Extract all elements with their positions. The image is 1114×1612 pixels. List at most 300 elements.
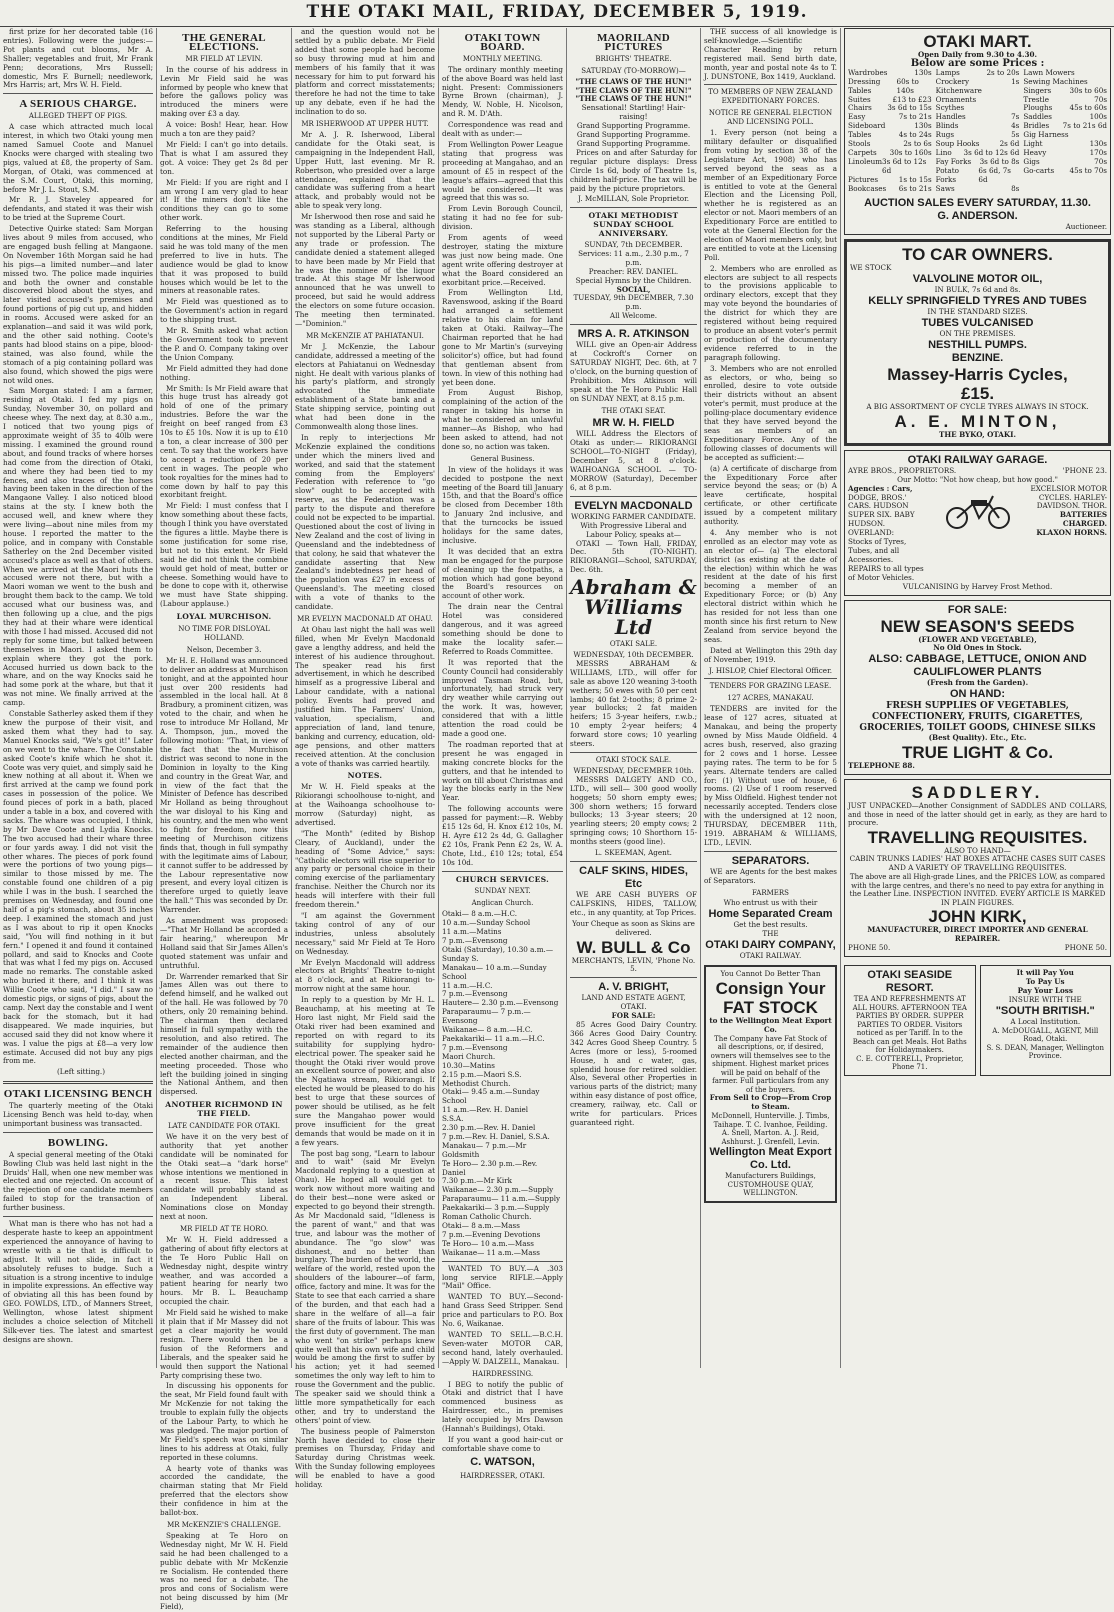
car-owners-ad xyxy=(844,239,1111,445)
article-text: The quarterly meeting of the Otaki Licensing Bench was held to-day, when unimportant business was transacted. xyxy=(3,1101,153,1128)
price-item: Trestle xyxy=(1023,94,1049,104)
price-item: Handles xyxy=(935,112,966,122)
price-item: Lino xyxy=(935,147,952,157)
subheadline: NOTES. xyxy=(347,771,383,781)
notice-text: (a) A certificate of discharge from the Expeditionary Force after service beyond the seas; or (b) A leave certificate, hospital certificate, or other certificate issued by a competent military authority. xyxy=(704,463,837,527)
article-text: What man is there who has not had a desperate haste to keep an appointment experienced the annoyance of having to wrestle with a tie that is difficult to adjust. It will not slide, in fact it absolutely refuses to budge. Such a situation is a strong incentive to indulge in impolite expressions. An effective way of obviating all this has been found by GEO. FOWLDS, LTD., of Manners Street, Wellington, whose latest shipment includes a choice selection of Mitchell Silk-ever ties. The latest and smartest designs are shown. xyxy=(3,1219,153,1344)
ad-line: AYRE BROS., PROPRIETORS. xyxy=(848,465,957,475)
ad-line: Manufacturers Buildings, CUSTOMHOUSE QUAY, WELLINGTON. xyxy=(725,1172,816,1198)
mart-heading: OTAKI MART. xyxy=(923,32,1032,51)
ad-line: KELLY SPRINGFIELD TYRES AND TUBES xyxy=(868,295,1087,308)
church-service-line: Manakau— 7 p.m.—Mr Goldsmith xyxy=(442,1140,527,1159)
article-text: Mr Evelyn Macdonald will address electors at Brights' Theatre to-night at 8 o'clock, and at Rikiorangi to-morrow night at the same hour. xyxy=(295,957,435,994)
article-text: In reply to a question by Mr H. L. Beauchamp, at his meeting at Te Horo last night, Mr Field said the Otaki river had been examined and reported on with regard to its suitability for supplying hydro-electrical power. The speaker said he thought the Otaki river would prove an excellent source of power, and also the Ngatiawa stream, Rikiorangi. If elected he would be pleased to do his best to urge that these sources of power should be utilised, as he felt sure the Mangahao power would prove insufficient for the great demands that would be made on it in a few years. xyxy=(295,995,435,1147)
divider xyxy=(3,1216,153,1217)
church-service-line: 7 p.m.—Evensong xyxy=(442,936,508,945)
price-item: Potato Forks xyxy=(935,165,959,184)
church-service-line: 11 a.m.—Rev. H. Daniel xyxy=(442,1105,529,1115)
south-british-name: "SOUTH BRITISH." xyxy=(995,1004,1095,1017)
price-row xyxy=(848,78,932,96)
ad-line: FOR SALE: xyxy=(947,603,1008,616)
divider xyxy=(570,977,697,978)
ad-line: C. E. COTTERELL, Proprietor, Phone 71. xyxy=(856,1054,964,1071)
article-text: Sam Morgan stated: I am a farmer, residing at Otaki. I fed my pigs on Sunday, November 30, on pollard and cheese whey. The next day, at 8.30 a.m., I noticed that two young pigs of approximate weight of 35 to 40lb were missing. I examined the ground round about, and found tracks of where horses had come from the direction of Otaki, and where they had been tied to my fences, and also traces of the horses having been taken in the direction of the Mangaone Valley. I also noticed blood stains at the sty. I knew both the accused well, and knew where they were living—about nine miles from my house. I reported the matter to the police, and in company with Constable Satherley on the 2nd December visited accused's place as well as that of others. When we arrived at the Maori huts the accused were not there, but with a Maori woman we went to the bush and brought them back to the camp. We told accused what our business was, and then following up a clue, and the pigs they had at their whare were identical with those I had missed. Accused did not reply for some time, but talked between themselves in Maori. I asked them to explain where they got the pork. Accused hurried us down back to the whare, and on the way Knocks said he had some pork at the whare, but that it was not mine. We finally arrived at the camp. xyxy=(3,386,153,708)
ad-line: ALSO: CABBAGE, LETTUCE, ONION AND CAULIFLOWER PLANTS xyxy=(868,653,1087,679)
ad-line: Preacher: REV. DANIEL. xyxy=(588,266,679,276)
ad-line: ON HAND: xyxy=(950,688,1005,701)
price-item: Lamps xyxy=(935,67,960,77)
price-item: Soup Hooks xyxy=(935,139,980,149)
ad-line: TELEPHONE 88. xyxy=(848,761,915,771)
article-text: A voice: Bosh! Hear, hear. How much a ton are they paid? xyxy=(160,120,288,139)
notice-text: 2. Members who are enrolled as electors are subject to all respects to the provisions applicable to ordinary electors, except that they may vote beyond the boundaries of the district for which they are registered without being required to produce an absent voter's permit or production of the documentary evidence referred to in the paragraph following. xyxy=(704,263,837,362)
headline-elections: THE GENERAL ELECTIONS. xyxy=(182,32,266,53)
ad-line: Your Cheque as soon as Skins are delivered. xyxy=(572,918,695,937)
ad-line: REPAIRS to all types of Motor Vehicles. xyxy=(848,563,924,582)
phone-row xyxy=(848,944,1107,953)
ad-line: WORKING FARMER CANDIDATE. With Progressive Liberal and Labour Policy, speaks at— xyxy=(571,511,696,539)
column-5 xyxy=(566,28,700,1368)
ad-line: S. S. DEAN, Manager, Wellington Province. xyxy=(986,1043,1105,1061)
ad-line: WE STOCK xyxy=(850,263,892,273)
article-text: Mr H. E. Holland was announced to deliver an address at Murchison tonight, and at the appointed hour just over 200 residents had assembled in the local hall. At 8 Bradbury, a prominent citizen, was voted to the chair, and when he rose to introduce Mr Holland, Mr A. Thompson, jun., moved the following motion: "That, in view of the fact that the Murchison district was second to none in the Dominion in loyalty to the King and country in the Great War, and in view of the fact that the Minister of Defence has described Mr Holland as being throughout the war disloyal to his King and his country, and the men who went to fight for freedom, now this meeting of Murchison citizens finds that, though in full sympathy with the legitimate aims of Labour, it cannot suffer to be addressed by the Labour representative now present, and every loyal citizen is therefore urged to quietly leave the hall." This was seconded by Dr. Warrender. xyxy=(160,655,288,915)
church-service-line: 11 a.m.—Matins xyxy=(442,927,502,937)
price-item: Heavy xyxy=(1023,147,1047,157)
article-text: Mr Isherwood then rose and said he was standing as a Liberal, although not supported by the Liberal Party or any trade or profession. The candidate denied a statement alleged to have been made by Mr Field that he was the nominee of the liquor trade. At this stage Mr Isherwood announced that he was unwell to proceed, but said he would address the electors on some future occasion. The meeting then terminated.—"Dominion." xyxy=(295,212,435,328)
supporting: Grand Supporting Programme. xyxy=(576,121,691,131)
church-service-line: 10 a.m.—Sunday School xyxy=(442,918,531,928)
price-item: Pictures xyxy=(848,174,879,184)
atkinson-heading: MRS A. R. ATKINSON xyxy=(577,328,690,341)
bottom-ads xyxy=(844,961,1111,1080)
price-item: Light xyxy=(1023,139,1043,149)
ad-line: INSURE WITH THE xyxy=(1008,994,1082,1004)
article-text: Mr J. McKenzie, the Labour candidate, addressed a meeting of the electors at Pahiatanui on Wednesday night. He dealt with various planks of his party's platform, and strongly advocated the immediate establishment of a State bank and a State shipping service, pointing out what had been done in the Commonwealth along those lines. xyxy=(295,341,435,431)
meat-company-name: Wellington Meat Export Co. Ltd. xyxy=(709,1146,832,1172)
price-item: Linoleum xyxy=(848,156,883,166)
ad-text: WILL give an Open-air Address at Cockroft's Corner on SATURDAY NIGHT, Dec. 6th, at 7 o'clock, on the burning question of Prohibition. Mrs Atkinson will speak at the Te Horo Public Hall on SUNDAY NEXT, at 8.15 p.m. xyxy=(570,340,697,403)
subheadline: MR EVELYN MACDONALD AT OHAU. xyxy=(297,615,433,623)
ad-line: 'PHONE 23. xyxy=(1062,465,1107,475)
article-text: A special general meeting of the Otaki Bowling Club was held last night in the Druids' Hall, when one new member was elected and one rejected. On account of the rejection of one candidate members failed to stop for the transaction of further business. xyxy=(3,1149,153,1213)
church-service-line: Waikanae— 2.30 p.m.—Supply xyxy=(442,1185,554,1195)
ad-line: MANUFACTURER, DIRECT IMPORTER AND GENERAL REPAIRER. xyxy=(867,925,1088,944)
subheadline: OTAKI SALE. xyxy=(609,640,658,649)
dateline: Nelson, December 3. xyxy=(186,645,262,654)
ad-line: Special Hymns by the Children. xyxy=(575,275,692,285)
auctioneer-label: Auctioneer. xyxy=(1065,221,1107,231)
price-item: Gig Harness xyxy=(1023,130,1069,140)
ad-line: KLAXON HORNS. xyxy=(1036,528,1108,538)
price-row xyxy=(848,185,932,194)
ad-text: MESSRS DALGETY AND CO., LTD., will sell— 300 good woolly hoggets; 50 shorn empty ewes; 300 shorn wethers; 15 forward bullocks; 13 3-year steers; 20 yearling steers; 20 empty cows; 2 springing cows; 10 Shorthorn 15-months steers (good line). xyxy=(570,774,697,847)
ad-line: SOCIAL, xyxy=(616,284,651,294)
church-service-line: 2.15 p.m.—Maori S.S. xyxy=(442,1069,522,1079)
article-text: Referring to the housing conditions at the mines, Mr Field said he was told many of the men preferred to live in huts. The audience would be glad to know that it was proposed to build houses which would be let to the miners at reasonable rates. xyxy=(160,224,288,296)
divider xyxy=(442,1261,563,1262)
church-service-line: Maori Church. xyxy=(442,1051,496,1061)
ad-line: to the Wellington Meat Export Co. xyxy=(709,1016,832,1034)
garage-body xyxy=(848,485,1107,583)
subheadline: SUNDAY NEXT. xyxy=(474,887,531,896)
church-service-line: Te Horo— 10 a.m.—Mass xyxy=(442,1238,534,1248)
classified-ad: WANTED TO BUY.—A .303 long service RIFLE.—Apply "Mail" Office. xyxy=(442,1263,563,1291)
price-item: Easy xyxy=(848,112,866,122)
ad-text: TEA AND REFRESHMENTS AT ALL HOURS. AFTERNOON TEA PARTIES BY ORDER. SUPPER PARTIES TO ORDER. Visitors noticed as per Tariff. In to the Beach can get Meals. Hot Baths for Holidaymakers. xyxy=(852,995,967,1054)
divider xyxy=(704,84,837,85)
ad-line: No Old Ones in Stock. xyxy=(933,643,1022,653)
price-item: Dressing Tables xyxy=(848,76,881,95)
theatre-name: BRIGHTS' THEATRE. xyxy=(595,54,672,63)
article-text: The post bag song, "Learn to labour and to wait" (said Mr Evelyn Macdonald replying to a question at Ohau). He hoped all would get to work now without more waiting and do their best—none were asked or expected to go beyond their strength. As Mr Macdonald said, "Idleness is the parent of want," and that was true, and labour was the mother of abundance. The "go slow" was dishonest, and no better than burglary. The burden of the world, the welfare of the world, rested upon the shoulders of the labourer—of farm, office, factory and mine. It was for the State to see that each carried a share of the burden, and that each had a share in the welfare of all—a fair share of the fruits of labour. This was the first duty of government. The man who went "on strike" perhaps knew quite well that his own wife and child would be among the first to suffer by his action; yet it had seemed sometimes the only way left to him to rouse the Government and the public. The speaker said we should think a little more sympathetically for each other, and try to understand the others' point of view. xyxy=(295,1148,435,1425)
ad-line: PHONE 50. xyxy=(848,943,891,953)
price-value: £13 to £23 xyxy=(892,94,932,104)
subheadline: HAIRDRESSING. xyxy=(471,1369,534,1378)
price-value: 7s to 21s 6d xyxy=(1062,121,1108,131)
calf-skins-heading: CALF SKINS, HIDES, Etc xyxy=(579,864,688,890)
ad-text: JUST UNPACKED—Another Consignment of SADDLES AND COLLARS, and those in need of the latter should get in early, as they are hard to procure. xyxy=(848,802,1107,828)
film-title: "THE CLAWS OF THE HUN!" xyxy=(575,94,692,104)
headline-licensing: OTAKI LICENSING BENCH xyxy=(3,1088,153,1101)
ad-line: A. McDOUGALL, AGENT, Mill Road, Otaki. xyxy=(992,1026,1099,1044)
price-item: Saddles xyxy=(1023,112,1052,122)
price-item: Ornaments xyxy=(935,94,977,104)
article-text: first prize for her decorated table (16 entries). Following were the judges:— Pot plants and cut blooms, Mr A. Shaller; vegetables and fruit, Mr Frank Penn; decorations, Mrs Russell; domestic, Mrs F. Burnell; needlework, Mrs Harris; art, Mrs W. H. Field. xyxy=(3,27,153,90)
notice-text: TENDERS are invited for the lease of 127 acres, situated at Manakau, and being the property owned by Miss Maude Oldfield. 4 acres bush, reserved, also grazing for 2 cows and 1 horse. Lessee paying rates. The term to be for 5 years. Alternate tenders are called for: (1) Without use of house, 6 rooms. (2) Use of 1 room reserved by Miss Oldfield. Highest tender not necessarily accepted. Tenders close with the undersigned at 12 noon, THURSDAY, DECEMBER 11th, 1919. ABRAHAM & WILLIAMS, LTD., LEVIN. xyxy=(704,704,837,847)
ad-line: PHONE 50. xyxy=(1064,943,1107,953)
divider xyxy=(3,1132,153,1133)
divider xyxy=(570,496,697,497)
article-text: (Left sitting.) xyxy=(56,1067,106,1077)
ad-line: Agencies : Cars, xyxy=(848,483,913,493)
church-service-line: Otaki (Saturday), 10.30 a.m.—Sunday S. xyxy=(442,944,554,963)
ad-line: Our Motto: "Not how cheap, but how good." xyxy=(897,474,1058,484)
price-value: 1s to 15s xyxy=(898,174,932,184)
price-value: 3s 6d to 8s xyxy=(979,156,1020,166)
price-row xyxy=(848,158,932,176)
price-item: Bridles xyxy=(1023,121,1050,131)
garage-heading: OTAKI RAILWAY GARAGE. xyxy=(907,453,1048,466)
ad-text: WE are Agents for the best makes of Separators. xyxy=(704,866,837,885)
ad-line: Services: 11 a.m., 2.30 p.m., 7 p.m. xyxy=(578,248,689,267)
divider xyxy=(570,752,697,753)
divider xyxy=(442,871,563,872)
price-item: Sewing Machines xyxy=(1023,76,1088,86)
church-service-line: 7 p.m.—Evensong xyxy=(442,1042,508,1052)
ad-line: (Best Quality). Etc., Etc. xyxy=(928,733,1027,743)
article-text: A hearty vote of thanks was accorded the candidate, the chairman stating that Mr Field preferred that the electors show their confidence in him at the ballot-box. xyxy=(160,1463,288,1518)
price-value: 6s 6d, 7s 6d xyxy=(978,165,1011,184)
price-value: 1s xyxy=(1011,76,1020,86)
price-value: 4s to 24s xyxy=(898,130,932,140)
price-value: 4s xyxy=(1011,121,1020,131)
ad-text: The Company have Fat Stock of all descriptions, or, if desired, owners will themselves see to the shipment. Highest market prices will be paid on behalf of the farmer. Full particulars from any of the buyers. xyxy=(710,1034,831,1094)
ad-line: ON THE PREMISES. xyxy=(939,329,1016,339)
price-value: 30s to 60s xyxy=(1069,85,1108,95)
article-text: Correspondence was read and dealt with as under:— xyxy=(442,120,563,139)
article-text: A case which attracted much local interest, in which two Otaki young men named Samuel Coote and Manuel Knocks were charged with stealing two pigs, valued at £8, the property of Sam. Morgan, of Otaki, was commenced at the S.M. Court, Otaki, this morning, before Mr J. L. Stout, S.M. xyxy=(3,122,153,194)
church-service-line: Paekakariki— 3 p.m.—Supply xyxy=(442,1203,550,1213)
church-service-line: Paekakariki— 11 a.m.—H.C. xyxy=(442,1033,545,1043)
church-service-line: Methodist Church. xyxy=(442,1078,511,1088)
ad-line: EXCELSIOR MOTOR CYCLES. HARLEY-DAVIDSON. THOR. xyxy=(1030,483,1108,511)
classified-ad: I BEG to notify the public of Otaki and district that I have commenced business as Hairdresser, etc., in premises lately occupied by Mrs Dawson (Hannah's Buildings), Otaki. xyxy=(442,1379,563,1434)
article-text: The ordinary monthly meeting of the above Board was held last night. Present: Commissioners Byrne Brown (chairman), J. Mendy, W. Noble, H. Nicolson, and R. M. D'Ath. xyxy=(442,64,563,119)
proprietor: J. McMILLAN, Sole Proprietor. xyxy=(577,194,690,204)
dairy-company-name: OTAKI DAIRY COMPANY, xyxy=(705,939,836,952)
article-text: It was reported that the County Council had considerably improved Tasman Road, but, unfortunately, had struck very dry weather while carrying out the work. It was, however, considered that with a little attention the road could be made a good one. xyxy=(442,657,563,738)
subheadline: NO TIME FOR DISLOYAL HOLLAND. xyxy=(178,625,270,642)
church-services-list xyxy=(442,910,563,1257)
supporting: Grand Supporting Programme. xyxy=(576,138,691,148)
church-service-line: 7 p.m.—Evensong xyxy=(442,989,508,999)
article-text: Mr R. J. Staveley appeared for defendants, and stated it was their wish to be tried at the Supreme Court. xyxy=(3,195,153,223)
ad-line: Get the best results. xyxy=(733,920,808,930)
article-text: and the question would not be settled by a public debate. Mr Field added that some people had become so busy throwing mud at him and members of his family that it was necessary for him to put forward his platform and correct misstatements; therefore he had not the time to take up any debate, even if he had the inclination to do so. xyxy=(295,27,435,117)
ad-line: IN THE STANDARD SIZES. xyxy=(927,307,1028,317)
price-item: Saws xyxy=(935,183,955,193)
ad-line: Pay Your Loss xyxy=(1017,985,1073,995)
subheadline: TENDERS FOR GRAZING LEASE. xyxy=(709,682,832,691)
ad-line: OTAKI RAILWAY. xyxy=(739,951,802,961)
divider xyxy=(570,324,697,325)
ad-line: MERCHANTS, LEVIN, 'Phone No. 5. xyxy=(571,955,696,974)
price-item: Gigs xyxy=(1023,156,1040,166)
motorcycle-icon xyxy=(936,485,1020,535)
church-service-line: Waikanae— 8 a.m.—H.C. xyxy=(442,1025,533,1035)
column-2 xyxy=(156,28,291,1612)
article-text: From August Bishop, complaining of the action of the ranger in taking his horse in what he considered an unlawful manner—As Bishop, who had been asked to attend, had not done so, no action was taken. xyxy=(442,388,563,451)
price-value: 3s 6d to 12s 6d xyxy=(882,156,927,175)
price-value: 2s to 20s xyxy=(986,67,1020,77)
ad-line: IN BULK, 7s 6d and 8s. xyxy=(934,285,1021,295)
article-text: The following accounts were passed for payment:—R. Webby £15 12s 6d, H. Knox £12 10s, M. H. Ayre £12 2s 4d, G. Gallagher £2 10s, Frank Penn £2 2s, W. A. Chote, Ltd., £10 12s; total, £54 10s 10d. xyxy=(442,804,563,867)
insurance-ad xyxy=(980,965,1112,1076)
price-row xyxy=(936,185,1020,194)
divider xyxy=(704,851,837,852)
price-list-b xyxy=(936,69,1020,194)
ad-line: DODGE, BROS.' CARS. HUDSON SUPER SIX. BABY HUDSON. OVERLAND: xyxy=(848,492,915,538)
garage-ad xyxy=(844,450,1111,596)
article-text: Mr Field: If you are right and I am wrong I am very glad to hear it! If the miners don't like the conditions they can go to some other work. xyxy=(160,177,288,223)
ad-line: ALSO TO HAND— xyxy=(944,845,1011,855)
price-value: 6s to 21s xyxy=(898,183,932,193)
column-6 xyxy=(700,28,840,1368)
minton-name: A. E. MINTON, xyxy=(894,411,1061,431)
ad-line: THE BYKO, OTAKI. xyxy=(938,429,1016,439)
notice-text: 4. Any member who is not enrolled as an elector may vote as an elector of— (a) The electoral district (as existing at the date of the election) within which he was resident at the date of his first becoming a member of an Expeditionary Force; or (b) Any electoral district within which he has resided for not less than one month since his first return to New Zealand from service beyond the seas. xyxy=(704,527,837,644)
abraham-williams-logo: Abraham & Williams Ltd xyxy=(570,575,697,640)
price-list-a xyxy=(848,69,932,194)
church-service-line: 2.30 p.m.—Rev. H. Daniel xyxy=(442,1123,536,1133)
ad-line: AND A VARIETY OF TRAVELLING REQUISITES. xyxy=(888,863,1067,873)
price-item: Stools xyxy=(848,139,871,149)
ad-line: SUNDAY, 7th DECEMBER. xyxy=(584,240,683,250)
subheadline: TO MEMBERS OF NEW ZEALAND EXPEDITIONARY FORCES. xyxy=(708,88,833,106)
subheadline: MR FIELD AT TE HORO. xyxy=(179,1225,269,1233)
church-service-line: Te Horo— 2.30 p.m.—Rev. Daniel xyxy=(442,1158,538,1177)
ad-line: LAND AND ESTATE AGENT, OTAKI. xyxy=(581,993,686,1012)
car-owners-heading: TO CAR OWNERS. xyxy=(902,245,1053,265)
article-text: "I am against the Government taking control of any of our industries, unless absolutely necessary," said Mr Field at Te Horo on Wednesday. xyxy=(295,911,435,956)
church-service-line: 7 p.m.—Rev. H. Daniel, S.S.A. xyxy=(442,1131,550,1141)
ad-text: THE success of all knowledge is self-knowledge.—Scientific Character Reading by return registered mail. Send birth date, month, year and postal note 4s to T. J. DUNSTONE, Box 1419, Auckland. xyxy=(704,27,837,81)
article-text: From Levin Borough Council, stating it had no fee for sub-division. xyxy=(442,204,563,232)
ad-line: BATTERIES CHARGED. xyxy=(1059,510,1108,529)
film-title: "THE CLAWS OF THE HUN!" xyxy=(575,76,692,86)
travelling-heading: TRAVELLING REQUISITES. xyxy=(867,827,1088,847)
john-kirk-name: JOHN KIRK, xyxy=(928,907,1027,927)
church-service-line: Waikanae— 11 a.m.—Mass xyxy=(442,1247,540,1257)
ad-line: All Welcome. xyxy=(609,311,658,321)
ad-line: TUESDAY, 9th DECEMBER, 7.30 p.m. xyxy=(573,293,694,312)
price-item: Kitchenware xyxy=(935,85,982,95)
mart-prices-heading: Below are some Prices : xyxy=(910,57,1045,69)
article-text: Detective Quirke stated: Sam Morgan lives about 9 miles from accused, who are engaged bush felling at Mangaone. On November 16th Morgan said he had his pigs—a limited number—and later missed two. The police made inquiries and both the owner and constable discovered blood about the styes, and later visited accused's premises and found portions of pig cut up, and hidden in rooms. Accused were asked for an explanation—and said it was wild pork, and the other said nothing. Coote's pants had blood stains on a pipe, blood-stained, was also found, while the stomach of a pig containing pollard was also found, which showed the pigs were not wild ones. xyxy=(3,224,153,385)
article-text: Mr A. J. R. Isherwood, Liberal candidate for the Otaki seat, is campaigning in the Independent Hall, Upper Hutt, last evening. Mr R. Robertson, who presided over a large attendance, explained that the candidate was suffering from a heart attack, and probably would not be able to speak very long. xyxy=(295,129,435,211)
auctioneer-name: G. ANDERSON. xyxy=(937,209,1018,222)
subheadline: MR McKENZIE AT PAHIATANUI. xyxy=(306,331,424,340)
church-service-line: Otaki— 9.45 a.m.—Sunday School xyxy=(442,1087,540,1106)
article-text: In reply to interjections Mr McKenzie explained the conditions under which the miners lived and worked, and said that the statement coming from the Employers' Federation with reference to "go slow" ought to be accepted with reserve, as the Federation was a party to the dispute and therefore could not be expected to be impartial. Questioned about the cost of living in New Zealand and the cost of living in Queensland and the indebtedness of that colony, he said that whatever the candidate asserting that New Zealand's indebtedness per head of the population was £27 in excess of Queensland's. The meeting closed with a vote of thanks to the candidate. xyxy=(295,432,435,612)
signature: J. HISLOP, Chief Electoral Officer. xyxy=(708,665,832,675)
church-service-line: 7 p.m.—Evening Devotions xyxy=(442,1229,541,1239)
ad-line: A Local Institution. xyxy=(1010,1016,1081,1026)
meat-export-ad xyxy=(704,965,837,1203)
field-heading: MR W. H. FIELD xyxy=(592,417,675,430)
church-service-line: Otaki— 8 a.m.—Mass xyxy=(442,1221,520,1230)
massey-harris-heading: Massey-Harris Cycles, xyxy=(887,365,1068,385)
film-title: "THE CLAWS OF THE HUN!" xyxy=(575,85,692,95)
church-service-line: 10.30—Matins xyxy=(442,1060,495,1070)
column-7 xyxy=(840,28,1114,1368)
classified-ad: WANTED TO BUY.—Second-hand Grass Seed Stripper. Send price and particulars to P.O. Box No. 6, Waikanae. xyxy=(442,1292,563,1329)
article-text: Dr. Warrender remarked that Sir James Allen was out there to defend himself, and he walked out of the hall. He was followed by 70 others, only 20 remaining behind. The chairman then declared himself in full sympathy with the resolution, and also retired. The remainder of the audience then elected another chairman, and the meeting proceeded. Those who left the building joined in singing the National Anthem, and then dispersed. xyxy=(160,971,288,1097)
price-item: Tables xyxy=(848,130,872,140)
church-service-line: 7.30 p.m.—Mr Kirk xyxy=(442,1176,513,1186)
price-value: 60s to 140s xyxy=(896,76,919,95)
seaside-resort-ad xyxy=(844,965,976,1076)
ad-line: It will Pay You xyxy=(1016,968,1074,977)
price-item: Singers xyxy=(1023,85,1052,95)
ad-text: OTAKI — Town Hall, FRIDAY, Dec. 5th (TO-NIGHT). RIKIORANGI—School, SATURDAY, Dec. 6th. xyxy=(570,538,697,575)
ad-line: (Fresh from the Garden). xyxy=(926,678,1029,688)
separators-heading: SEPARATORS. xyxy=(731,854,810,867)
price-value: 2s to 6s xyxy=(903,139,932,149)
ad-text: 85 Acres Good Dairy Country. 366 Acres Good Dairy Country. 342 Acres Good Sheep Country. 5 Acres (more or less), 5-roomed House, h and c water, gas, splendid house for retired soldier. Also, Several other Properties in various parts of the district; many within easy distance of post office, creamery, railway, etc. Call or write for particulars. Prices guaranteed right. xyxy=(570,1020,697,1127)
mart-hours: Open Daily from 9.30 to 4.30. xyxy=(917,50,1038,59)
mart-price-lists xyxy=(848,69,1107,194)
show-date: SATURDAY (TO-MORROW)— xyxy=(581,66,686,75)
price-value: 170s xyxy=(1089,147,1108,157)
seeds-ad xyxy=(844,600,1111,776)
consign-heading: Consign Your FAT STOCK xyxy=(715,979,826,1017)
subheadline: General Business. xyxy=(470,454,535,463)
headline-bowling: BOWLING. xyxy=(47,1136,109,1149)
price-value: 70s xyxy=(1094,94,1108,104)
price-item: Go-carts xyxy=(1023,165,1055,175)
price-row xyxy=(936,167,1020,185)
price-item: Sideboard xyxy=(848,121,886,131)
seeds-heading: NEW SEASON'S SEEDS xyxy=(880,616,1075,636)
article-text: Mr W. H. Field addressed a gathering of about fifty electors at the Te Horo Public Hall on Wednesday night, despite wintry weather, and was accorded a patient hearing for nearly two hours. Mr B. L. Beauchamp occupied the chair. xyxy=(160,1234,288,1307)
article-text: At Ohau last night the hall was well filled, when Mr Evelyn Macdonald gave a lengthy address, and held the interest of his audience throughout. The speaker read his first advertisement, in which he described himself as a progressive Liberal and Labour candidate, with a national policy. Events had proved and justified him. The Farmers' Union, valuation, specialism, and appreciation of land, land tenure, banking and currency, education, old-age pensions, and other matters received attention. At the conclusion a vote of thanks was carried heartily. xyxy=(295,624,435,768)
price-value: 2s 6d xyxy=(999,139,1020,149)
subheadline: Anglican Church. xyxy=(471,899,534,908)
column-4 xyxy=(438,28,566,1480)
price-value: 130s xyxy=(914,121,932,131)
article-text: The business people of Palmerston North have decided to close their premises on Thursday, Friday and Saturday during Christmas week. With the Sunday following employees will be enabled to have a good holiday. xyxy=(295,1426,435,1490)
church-service-line: Hautere— 2.30 p.m.—Evensong xyxy=(442,998,559,1008)
article-text: In the course of his address in Levin Mr Field said he was informed by people who knew that before the gallows policy was introduced the miners were making over £3 a day. xyxy=(160,64,288,119)
wbull-name: W. BULL & Co xyxy=(576,937,691,957)
ad-line: NESTHILL PUMPS. xyxy=(928,339,1027,352)
price-item: Chairs xyxy=(848,103,872,113)
subheadline: THE OTAKI SEAT. xyxy=(601,406,666,415)
price-value: 100s xyxy=(1089,112,1108,122)
auction-notice: AUCTION SALES EVERY SATURDAY, 11.30. xyxy=(864,196,1091,209)
divider xyxy=(570,207,697,208)
article-text: It was decided that an extra man be engaged for the purpose of cleaning up the footpaths, a motion which had gone beyond the Board's resources on account of other work. xyxy=(442,546,563,601)
divider xyxy=(570,861,697,862)
article-text: Mr Field admitted they had done nothing. xyxy=(160,363,288,382)
ad-line: TUBES VULCANISED xyxy=(921,317,1034,330)
article-text: In discussing his opponents for the seat, Mr Field found fault with Mr McKenzie for not taking the trouble to explain fully the objects of the Labour Party, to which he was pledged. The major portion of Mr Field's speech was on similar lines to his address at Otaki, fully reported in these columns. xyxy=(160,1381,288,1462)
church-service-line: Paraparaumu— 7 p.m.—Evensong xyxy=(442,1007,531,1026)
ad-text: McDonnell, Hunterville. J. Timbs, Taihape. T. C. Ivanhoe, Feilding. A. Snell, Marton. A. J. Reid, Ashhurst. J. Grenfell, Levin. xyxy=(711,1112,830,1146)
article-text: Mr Field said he wished to make it plain that if Mr Massey did not get a clear majority he would resign. There would then be a fusion of the Reformers and Liberals, and the speaker said he would then support the National Party comprising these two. xyxy=(160,1308,288,1380)
price-value: 45s to 60s xyxy=(1069,103,1108,113)
ad-line: (FLOWER AND VEGETABLE), xyxy=(918,634,1037,644)
supporting: Grand Supporting Programme. xyxy=(576,130,691,140)
divider xyxy=(3,1081,153,1084)
price-item: Suites xyxy=(848,94,871,104)
ad-text: MESSRS ABRAHAM & WILLIAMS, LTD., will offer for sale as above 120 weaning 3-tooth wethers; 50 ewes with 50 per cent lambs; 40 fat 2-tooths; 8 prime 2-year bullocks; 2 fat maiden heifers; 15 3-year heifers, r.w.b.; 10 empty 2-year heifers; 4 forward store cows; 10 yearling steers. xyxy=(570,658,697,749)
article-text: From Wellington Power League stating that progress was proceeding at Mangahao, and an amount of £5 in respect of the league's affairs—agreed that this would be considered.—It was agreed that this was so. xyxy=(442,139,563,203)
article-text: Mr Field: I must confess that I know something about these facts, though I think you have overstated the figures a little. Maybe there is some justification for some rise, but not to this extent. Mr Field said he did not think the combine would get hold of meat, butter or cheese. Something would have to be done to cope with it, otherwise we must have State shipping. (Labour applause.) xyxy=(160,501,288,609)
ad-line: You Cannot Do Better Than xyxy=(720,969,821,979)
price-item: Blinds xyxy=(935,121,959,131)
advertiser-name: C. WATSON, xyxy=(470,1455,535,1468)
article-text: In view of the holidays it was decided to postpone the next meeting of the Board till January 15th, and that the Board's office be closed from December 18th to January 2nd inclusive, and that the turncocks be issued holidays for the same dates, inclusive. xyxy=(442,464,563,545)
price-row xyxy=(1023,167,1107,176)
tagline: Sensational! Startling! Hair-raising! xyxy=(581,103,686,122)
article-text: Constable Satherley asked them if they knew the purpose of their visit, and asked them what they had to say. Manuel Knocks said, "We's got it!" Later on we went to the whare. The Constable asked Coote's knife which he shot it. Coote was very quiet, and simply said he knew nothing at all about it. When we first arrived at the camp we found pork cases in possession of the police. We found pieces of pork in a bath, placed under a table in a box, and covered with sacks. The whare was occupied, I think, by Mr Dave Coote and Lydia Knocks. The two accused had their whare three or four yards away. I did not visit the other whares. The pieces of pork found were the portions of two young pigs—similar to those missed by me. The constable found one children of a pig while I was in the bush. I searched the premises on Wednesday, and found one half of a pig's stomach, about 35 inches deep. I examined the stomach and just as I was about to rip it open Knocks said, "You will find nothing in it but fern." I opened it and found it contained pollard, and said to Knocks and Coote that was what I fed my pigs on. Accused made no remarks. The constable asked who buried it there, and I think it was Willie Coote who said, "I did." I saw no domestic pigs, or signs of pigs, about the camp. Next day the constable and I went back for the stomach, but it had disappeared. We made inquiries, but accused said they did not know where it was. I value the pigs at £8—a very low estimate. Accused did not buy any pigs from me. xyxy=(3,709,153,1066)
resort-heading: OTAKI SEASIDE RESORT. xyxy=(867,969,953,994)
ad-line: WEDNESDAY, DECEMBER 10th. xyxy=(573,765,694,775)
saddlery-ad xyxy=(844,779,1111,957)
church-service-line: Manakau— 10 a.m.—Sunday School xyxy=(442,962,547,981)
ad-line: From Sell to Crop—From Crop to Steam. xyxy=(709,1093,832,1112)
ad-line: VULCANISING by Harvey Frost Method. xyxy=(902,581,1053,591)
price-15: £15. xyxy=(960,384,995,404)
article-text: We have it on the very best of authority that yet another candidate will be nominated for the Otaki seat—a "dark horse" whose intentions we mentioned in a recent issue. This latest candidate will probably stand as an Independent Liberal. Nominations close on Monday next at noon. xyxy=(160,1131,288,1222)
price-item: Lawn Mowers xyxy=(1023,67,1075,77)
methodist-heading: OTAKI METHODIST SUNDAY SCHOOL ANNIVERSARY. xyxy=(588,211,679,239)
price-list-c xyxy=(1023,69,1107,194)
ad-text: The above are all High-grade Lines, and the PRICES LOW, as compared with the large centres, and there's no need to pay extra for anything in the Leather Line. INSPECTION INVITED. EVERY ARTICLE IS MARKED IN PLAIN FIGURES. xyxy=(849,873,1106,907)
ad-line: VALVOLINE MOTOR OIL, xyxy=(912,273,1043,286)
subheadline: CHURCH SERVICES. xyxy=(455,874,550,884)
otaki-mart-ad xyxy=(844,28,1111,235)
price-value: 7s to 21s xyxy=(898,112,932,122)
subheadline: LOYAL MURCHISON. xyxy=(176,612,272,622)
ad-line: To Pay Us xyxy=(1025,976,1065,986)
ad-line: FOR SALE: xyxy=(611,1011,656,1021)
price-value: 130s xyxy=(914,67,932,77)
masthead: THE OTAKI MAIL, FRIDAY, DECEMBER 5, 1919. xyxy=(0,0,1114,27)
church-service-line: S.S.A. xyxy=(442,1114,464,1124)
